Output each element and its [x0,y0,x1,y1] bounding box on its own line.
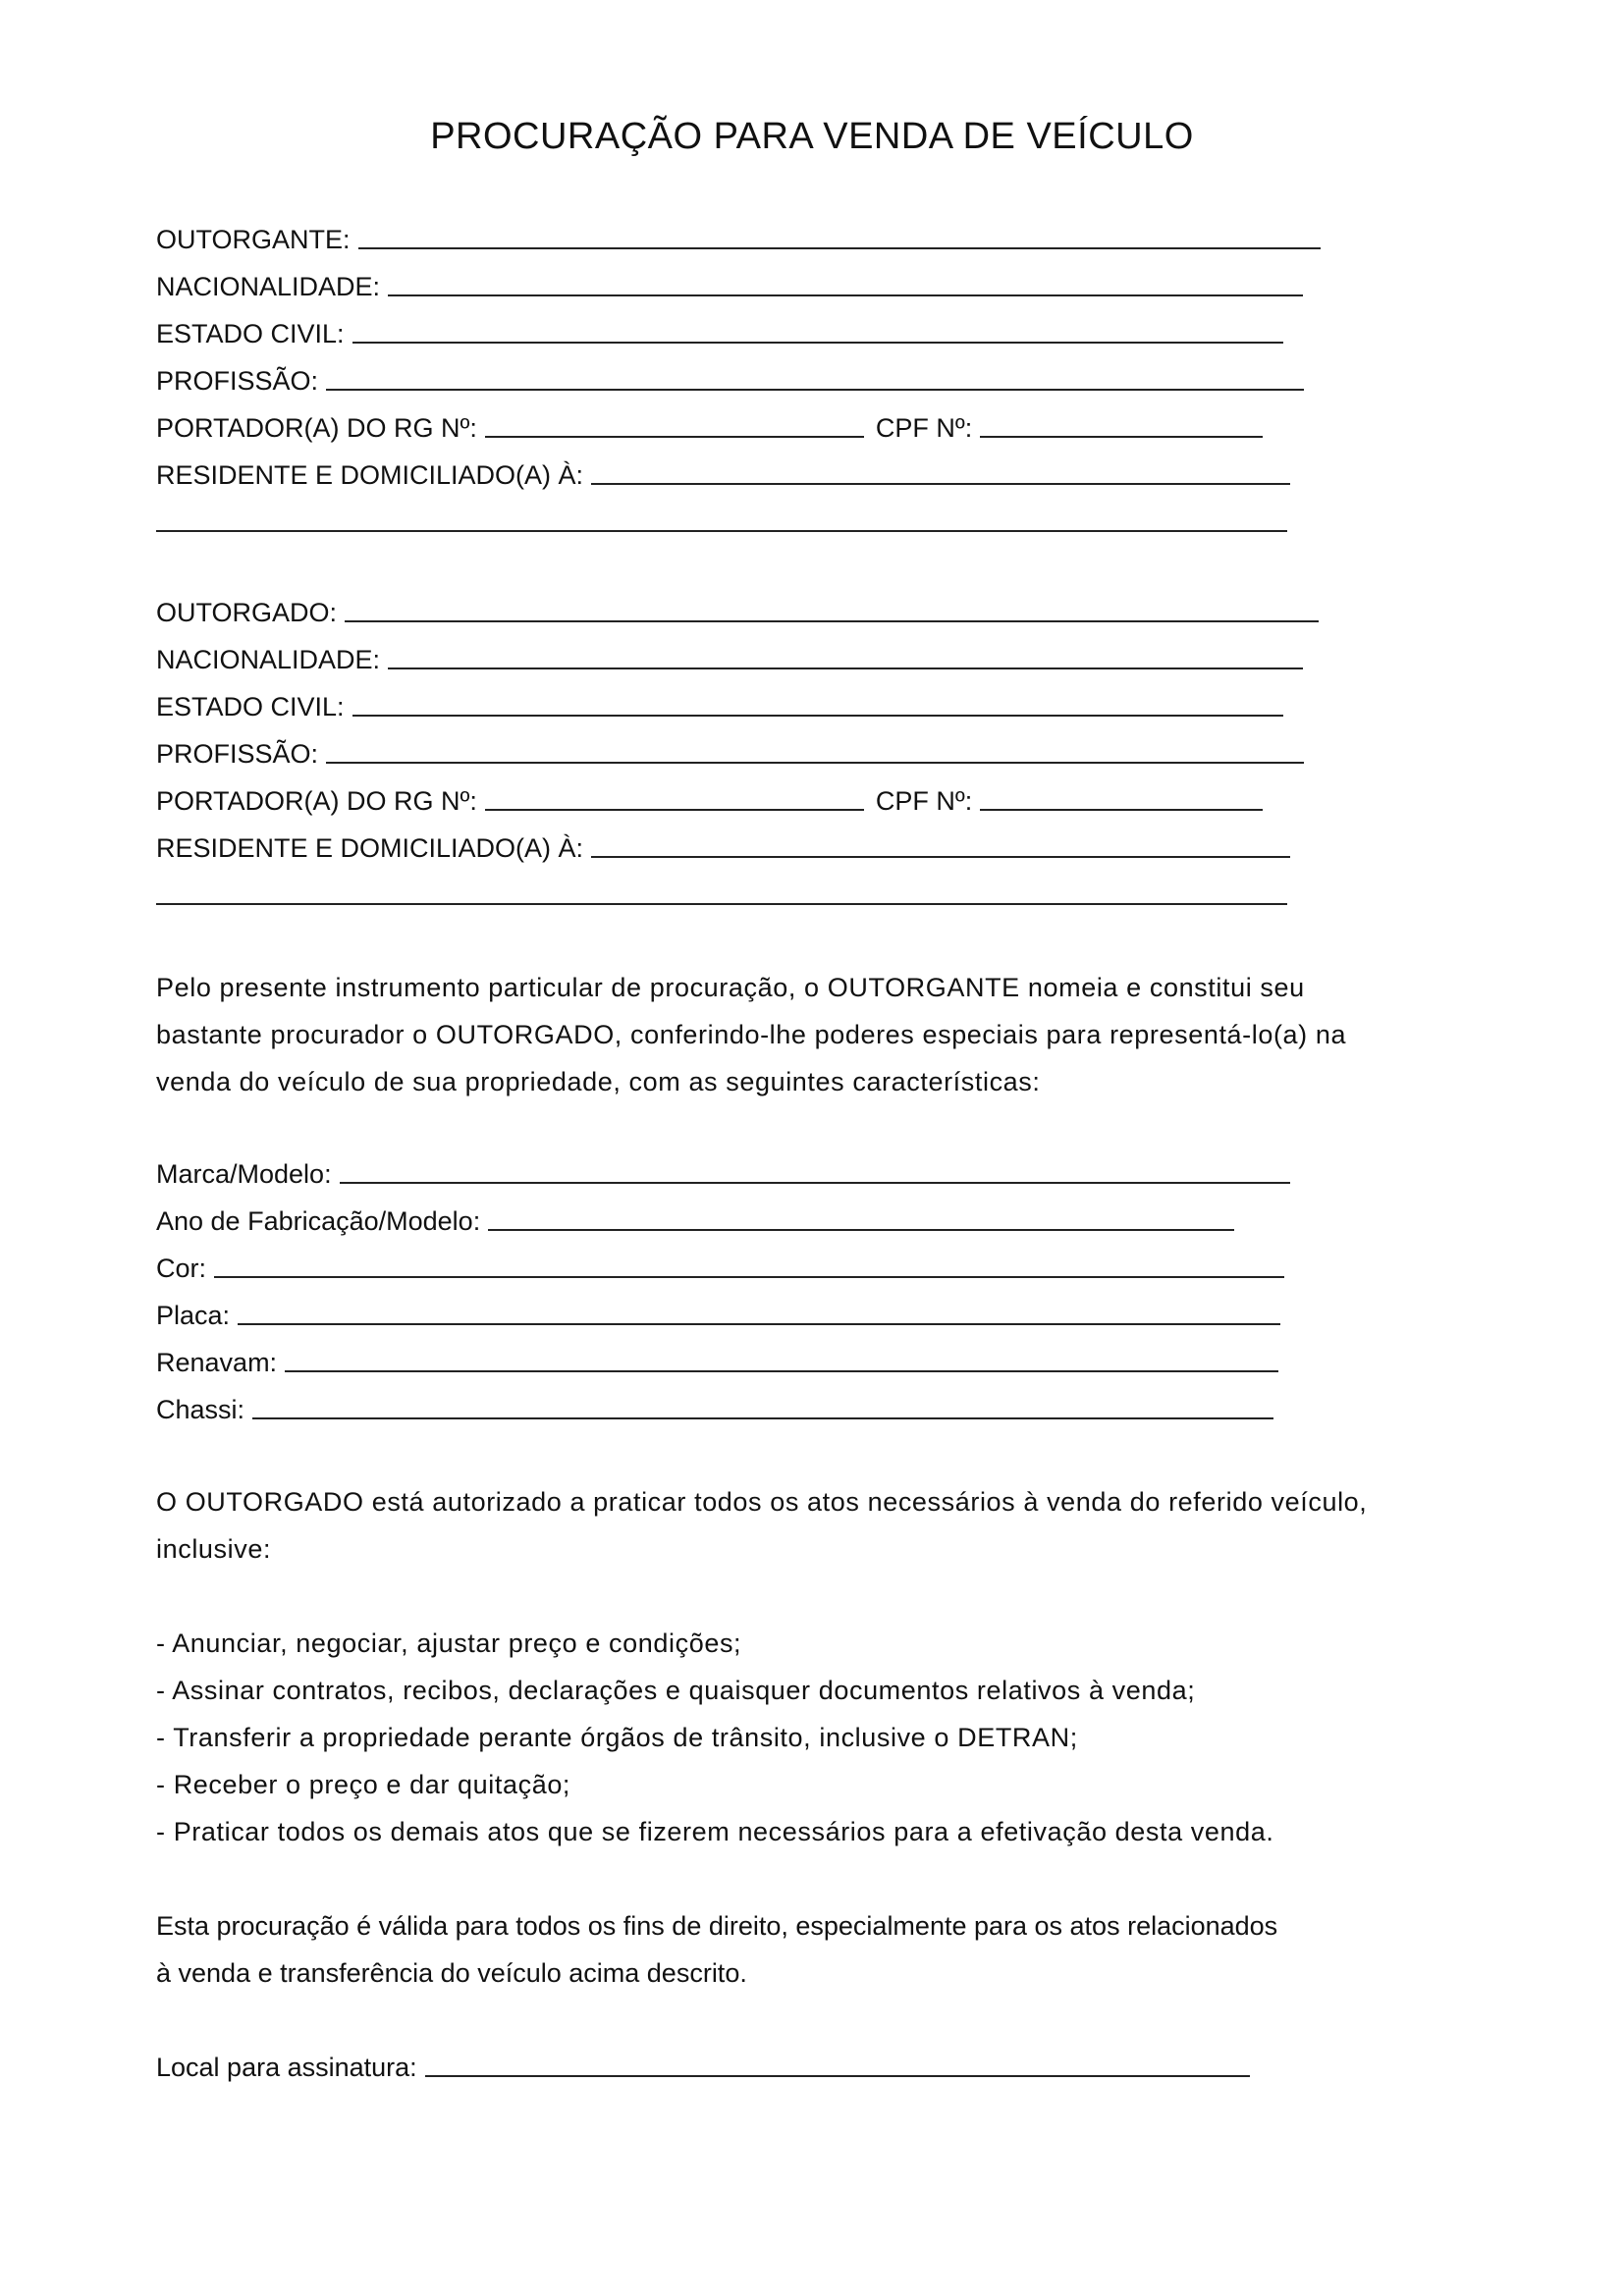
outorgante-profession-row [156,357,1304,397]
paragraph-line: O OUTORGADO está autorizado a praticar todos os atos necessários à venda do referido veículo, [156,1487,1368,1517]
outorgado-marital-label: ESTADO CIVIL: [156,692,345,721]
document-title: PROCURAÇÃO PARA VENDA DE VEÍCULO [430,116,1194,157]
vehicle-chassis-row [156,1386,1273,1425]
outorgado-nationality-label: NACIONALIDADE: [156,645,381,674]
paragraph-line: venda do veículo de sua propriedade, com as seguintes características: [156,1067,1041,1096]
signature-place-label: Local para assinatura: [156,2053,417,2082]
outorgante-address-continuation-row [156,499,1287,538]
outorgado-documents-row [156,777,1263,817]
vehicle-renavam-field[interactable] [285,1343,1278,1372]
outorgado-address-field[interactable] [591,828,1290,858]
outorgante-nationality-row [156,263,1303,302]
validity-paragraph [156,1902,1277,1997]
signature-place-row [156,2044,1250,2083]
outorgado-marital-field[interactable] [352,687,1283,717]
outorgante-cpf-field[interactable] [980,408,1263,438]
outorgante-cpf-label: CPF Nº: [875,413,973,443]
outorgante-profession-label: PROFISSÃO: [156,366,319,396]
signature-place-field[interactable] [425,2048,1250,2077]
vehicle-year-label: Ano de Fabricação/Modelo: [156,1206,481,1236]
outorgante-marital-field[interactable] [352,314,1283,344]
paragraph-line: Esta procuração é válida para todos os fins de direito, especialmente para os atos relacionados [156,1911,1278,1941]
paragraph-line: inclusive: [156,1534,272,1564]
outorgado-cpf-field[interactable] [980,781,1263,811]
vehicle-year-row [156,1198,1234,1237]
outorgante-rg-label: PORTADOR(A) DO RG Nº: [156,413,477,443]
outorgado-rg-field[interactable] [485,781,864,811]
outorgado-address-continuation-field[interactable] [156,876,1287,905]
paragraph-line: bastante procurador o OUTORGADO, conferindo-lhe poderes especiais para representá-lo(a) na [156,1020,1347,1049]
authorization-paragraph [156,1478,1367,1573]
outorgado-profession-field[interactable] [326,734,1304,764]
outorgante-profession-field[interactable] [326,361,1304,391]
outorgante-name-row [156,216,1321,255]
powers-list [156,1620,1273,1855]
outorgante-nationality-field[interactable] [388,267,1303,296]
outorgado-name-field[interactable] [345,593,1319,622]
outorgante-name-label: OUTORGANTE: [156,225,351,254]
outorgante-address-continuation-field[interactable] [156,503,1287,532]
outorgante-name-field[interactable] [358,220,1321,249]
list-item: - Praticar todos os demais atos que se fizerem necessários para a efetivação desta venda. [156,1817,1274,1846]
vehicle-color-label: Cor: [156,1254,207,1283]
vehicle-renavam-label: Renavam: [156,1348,278,1377]
vehicle-chassis-label: Chassi: [156,1395,245,1424]
vehicle-brand-model-label: Marca/Modelo: [156,1159,332,1189]
vehicle-color-field[interactable] [214,1249,1284,1278]
outorgado-name-label: OUTORGADO: [156,598,338,627]
outorgado-profession-row [156,730,1304,770]
vehicle-brand-model-field[interactable] [340,1154,1290,1184]
intro-paragraph [156,964,1346,1105]
outorgado-cpf-label: CPF Nº: [875,786,973,816]
outorgante-documents-row [156,404,1263,444]
outorgado-address-row [156,825,1290,864]
outorgante-rg-field[interactable] [485,408,864,438]
vehicle-chassis-field[interactable] [252,1390,1273,1419]
vehicle-renavam-row [156,1339,1278,1378]
vehicle-year-field[interactable] [488,1201,1234,1231]
paragraph-line: à venda e transferência do veículo acima descrito. [156,1958,747,1988]
outorgante-marital-label: ESTADO CIVIL: [156,319,345,348]
list-item: - Receber o preço e dar quitação; [156,1770,571,1799]
paragraph-line: Pelo presente instrumento particular de procuração, o OUTORGANTE nomeia e constitui seu [156,973,1305,1002]
outorgante-address-field[interactable] [591,455,1290,485]
list-item: - Anunciar, negociar, ajustar preço e condições; [156,1629,742,1658]
outorgado-rg-label: PORTADOR(A) DO RG Nº: [156,786,477,816]
vehicle-brand-model-row [156,1150,1290,1190]
list-item: - Assinar contratos, recibos, declarações e quaisquer documentos relativos à venda; [156,1676,1196,1705]
outorgado-address-label: RESIDENTE E DOMICILIADO(A) À: [156,833,584,863]
outorgante-marital-row [156,310,1283,349]
outorgado-nationality-row [156,636,1303,675]
vehicle-plate-row [156,1292,1280,1331]
outorgado-marital-row [156,683,1283,722]
outorgante-nationality-label: NACIONALIDADE: [156,272,381,301]
vehicle-color-row [156,1245,1284,1284]
outorgado-name-row [156,589,1319,628]
outorgado-profession-label: PROFISSÃO: [156,739,319,769]
vehicle-plate-field[interactable] [238,1296,1280,1325]
list-item: - Transferir a propriedade perante órgãos de trânsito, inclusive o DETRAN; [156,1723,1078,1752]
vehicle-plate-label: Placa: [156,1301,231,1330]
outorgado-nationality-field[interactable] [388,640,1303,669]
outorgante-address-label: RESIDENTE E DOMICILIADO(A) À: [156,460,584,490]
outorgante-address-row [156,452,1290,491]
outorgado-address-continuation-row [156,872,1287,911]
